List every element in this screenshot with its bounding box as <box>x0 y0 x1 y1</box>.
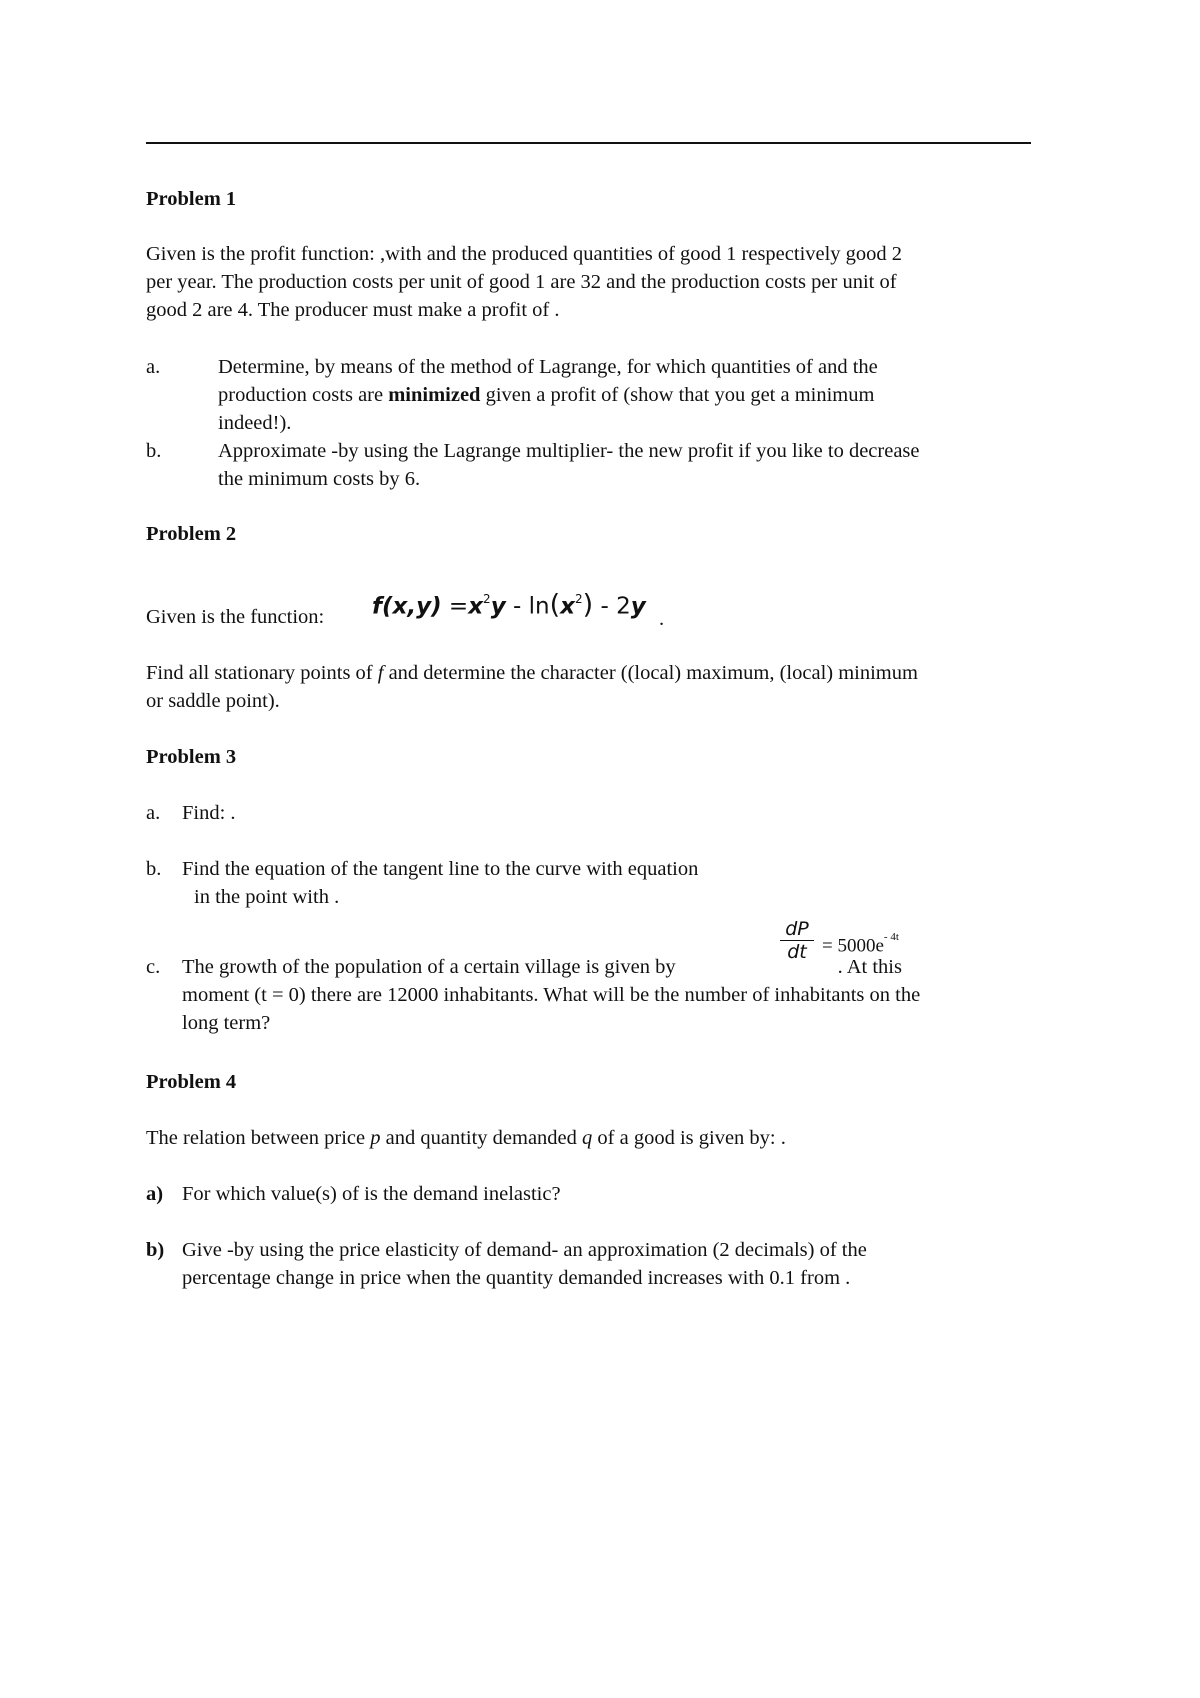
item-label: c. <box>146 956 161 978</box>
item-line <box>218 381 1078 409</box>
item-line: Find: . <box>182 802 236 824</box>
fraction-denominator: dt <box>780 940 814 963</box>
item-label: b. <box>146 440 162 462</box>
problem-2-body-line: or saddle point). <box>146 690 280 712</box>
problem-4-heading: Problem 4 <box>146 1071 237 1093</box>
item-line: For which value(s) of is the demand inelastic? <box>182 1183 561 1205</box>
item-line: Determine, by means of the method of Lagrange, for which quantities of and the <box>218 356 878 378</box>
item-line: percentage change in price when the quantity demanded increases with 0.1 from . <box>182 1267 851 1289</box>
formula-minus: - <box>593 593 617 620</box>
item-text <box>182 953 1082 1037</box>
rhs-exponent: - 4t <box>883 931 899 943</box>
item-label: a. <box>146 356 161 378</box>
text-run: production costs are <box>218 384 389 406</box>
item-text <box>182 855 1082 911</box>
item-label: b. <box>146 858 162 880</box>
text-run: given a profit of (show that you get a minimum <box>480 384 875 406</box>
item-label: a. <box>146 802 161 824</box>
item-text <box>182 1236 1082 1292</box>
formula-x: x <box>560 593 575 620</box>
item-label: b) <box>146 1239 165 1261</box>
problem-1-intro <box>146 240 1086 324</box>
item-line: moment (t = 0) there are 12000 inhabitants. What will be the number of inhabitants on the <box>182 984 921 1006</box>
variable-p: p <box>370 1127 381 1149</box>
formula-y: y <box>490 593 506 620</box>
problem-3-heading: Problem 3 <box>146 746 237 768</box>
item-text <box>218 353 1078 437</box>
item-line: indeed!). <box>218 412 292 434</box>
text-run: of a good is given by: . <box>592 1127 786 1149</box>
item-line: Find the equation of the tangent line to the curve with equation <box>182 858 699 880</box>
problem-2-intro-text: Given is the function: <box>146 606 325 628</box>
text-run: The growth of the population of a certain village is given by <box>182 956 676 978</box>
formula-minus: - <box>505 593 529 620</box>
formula-exponent: 2 <box>574 592 583 606</box>
text-run: and quantity demanded <box>380 1127 583 1149</box>
text-run: Find all stationary points of <box>146 662 378 684</box>
fraction-numerator: dP <box>785 918 809 940</box>
formula-paren: ) <box>582 589 594 621</box>
function-formula <box>372 586 646 622</box>
problem-1-intro-line: per year. The production costs per unit of good 1 are 32 and the production costs per unit of <box>146 271 897 293</box>
item-line: in the point with . <box>194 886 340 908</box>
variable-f: f <box>377 662 384 684</box>
text-run: and determine the character ((local) maximum, (local) minimum <box>383 662 918 684</box>
text-run: . At this <box>837 956 902 978</box>
formula-two: 2 <box>616 593 631 620</box>
item-line: the minimum costs by 6. <box>218 468 421 490</box>
formula-exponent: 2 <box>483 592 491 606</box>
item-line: Give -by using the price elasticity of demand- an approximation (2 decimals) of the <box>182 1239 867 1261</box>
problem-1-intro-line: Given is the profit function: ,with and the produced quantities of good 1 respectively good 2 <box>146 243 903 265</box>
problem-2-body <box>146 659 1086 715</box>
formula-equals: = <box>441 593 469 620</box>
variable-q: q <box>582 1127 593 1149</box>
item-line: long term? <box>182 1012 271 1034</box>
item-text <box>182 799 1082 827</box>
problem-2-body-line <box>146 659 1086 687</box>
text-run: The relation between price <box>146 1127 371 1149</box>
item-label: a) <box>146 1183 164 1205</box>
problem-1-intro-line: good 2 are 4. The producer must make a profit of . <box>146 299 560 321</box>
problem-1-heading: Problem 1 <box>146 188 237 210</box>
formula-ln: ln <box>528 593 550 620</box>
item-text <box>182 1180 1082 1208</box>
rhs-value: = 5000e <box>822 935 884 957</box>
item-line <box>182 953 1082 981</box>
formula-x: x <box>468 593 484 620</box>
item-text <box>218 437 1078 493</box>
top-divider-line <box>146 142 1031 144</box>
formula-paren: ( <box>549 589 561 621</box>
formula-trailing-period: . <box>659 608 665 630</box>
problem-4-intro-line <box>146 1124 1086 1152</box>
emphasis-minimized: minimized <box>388 384 481 406</box>
problem-2-heading: Problem 2 <box>146 523 237 545</box>
problem-4-intro <box>146 1124 1086 1152</box>
formula-y: y <box>630 593 646 620</box>
item-line: Approximate -by using the Lagrange multiplier- the new profit if you like to decrease <box>218 440 920 462</box>
formula-f: f <box>372 593 383 620</box>
formula-args: (x,y) <box>382 593 442 620</box>
